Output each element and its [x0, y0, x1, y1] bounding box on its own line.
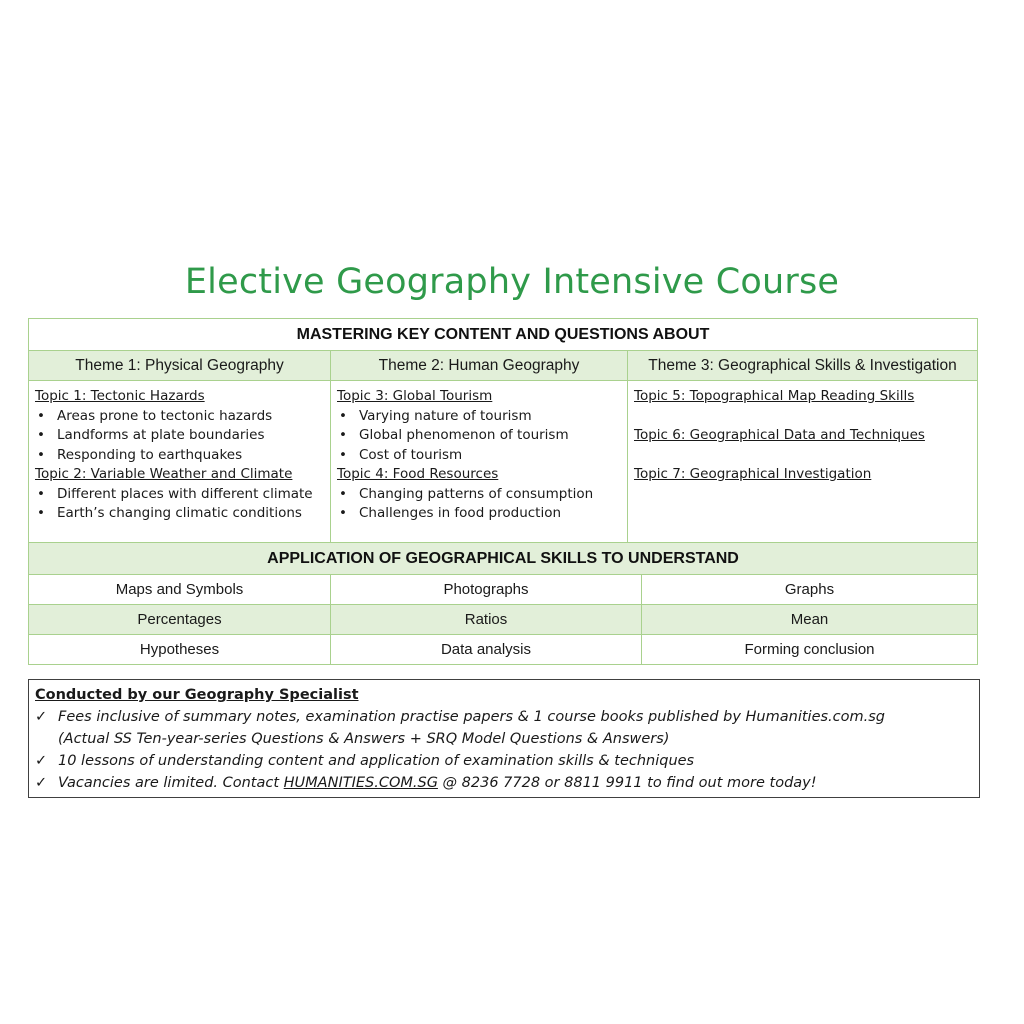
mastering-header: MASTERING KEY CONTENT AND QUESTIONS ABOUT — [29, 319, 977, 351]
list-item: • Varying nature of tourism — [337, 407, 627, 427]
check-icon: ✓ — [35, 709, 48, 725]
course-table — [28, 318, 978, 665]
application-header: APPLICATION OF GEOGRAPHICAL SKILLS TO UNDERSTAND — [29, 543, 977, 575]
theme-1-header: Theme 1: Physical Geography — [29, 351, 331, 380]
list-item: • Landforms at plate boundaries — [35, 426, 330, 446]
skills-row — [29, 605, 977, 635]
topic-7-title: Topic 7: Geographical Investigation — [634, 466, 872, 482]
skill-cell: Ratios — [331, 605, 642, 634]
skill-cell: Graphs — [784, 581, 835, 598]
topic-1-title: Topic 1: Tectonic Hazards — [35, 388, 205, 404]
theme-2-topics — [331, 381, 628, 542]
theme-3-header: Theme 3: Geographical Skills & Investigation — [628, 351, 977, 380]
skill-cell: Photographs — [331, 575, 642, 604]
info-line-contact: ✓ Vacancies are limited. Contact HUMANITIES.COM.SG @ 8236 7728 or 8811 9911 to find out more today! — [35, 772, 979, 794]
check-icon: ✓ — [35, 753, 48, 769]
list-item: • Areas prone to tectonic hazards — [35, 407, 330, 427]
topics-row — [29, 381, 977, 543]
skill-cell: Percentages — [29, 605, 331, 634]
skill-cell: Maps and Symbols — [29, 575, 331, 604]
check-icon: ✓ — [35, 775, 48, 791]
topic-2-title: Topic 2: Variable Weather and Climate — [35, 466, 293, 482]
list-item: • Global phenomenon of tourism — [337, 426, 627, 446]
skills-row — [29, 575, 977, 605]
info-heading: Conducted by our Geography Specialist — [35, 687, 359, 703]
skill-cell: Hypotheses — [29, 635, 331, 664]
theme-3-topics — [628, 381, 977, 542]
theme-1-topics — [29, 381, 331, 542]
page-title: Elective Geography Intensive Course — [184, 262, 840, 302]
info-box — [28, 679, 980, 798]
list-item: • Different places with different climate — [35, 485, 330, 505]
skill-cell: Forming conclusion — [744, 641, 875, 658]
skill-cell: Mean — [642, 605, 977, 634]
topic-5-title: Topic 5: Topographical Map Reading Skills — [634, 388, 915, 404]
list-item: • Changing patterns of consumption — [337, 485, 627, 505]
list-item: • Challenges in food production — [337, 504, 627, 524]
topic-4-title: Topic 4: Food Resources — [337, 466, 499, 482]
skills-row — [29, 635, 977, 664]
skill-cell: Data analysis — [331, 635, 642, 664]
themes-row — [29, 351, 977, 381]
list-item: • Earth’s changing climatic conditions — [35, 504, 330, 524]
theme-2-header: Theme 2: Human Geography — [331, 351, 628, 380]
info-line-lessons: ✓ 10 lessons of understanding content and application of examination skills & techniques — [35, 750, 979, 772]
website-link[interactable]: HUMANITIES.COM.SG — [283, 775, 438, 791]
info-line-fees-detail: (Actual SS Ten-year-series Questions & Answers + SRQ Model Questions & Answers) — [58, 731, 670, 747]
topic-3-title: Topic 3: Global Tourism — [337, 388, 493, 404]
list-item: • Responding to earthquakes — [35, 446, 330, 466]
info-line-fees: ✓ Fees inclusive of summary notes, examination practise papers & 1 course books published by Humanities.com.sg — [35, 706, 979, 728]
list-item: • Cost of tourism — [337, 446, 627, 466]
topic-6-title: Topic 6: Geographical Data and Techniques — [634, 427, 925, 443]
